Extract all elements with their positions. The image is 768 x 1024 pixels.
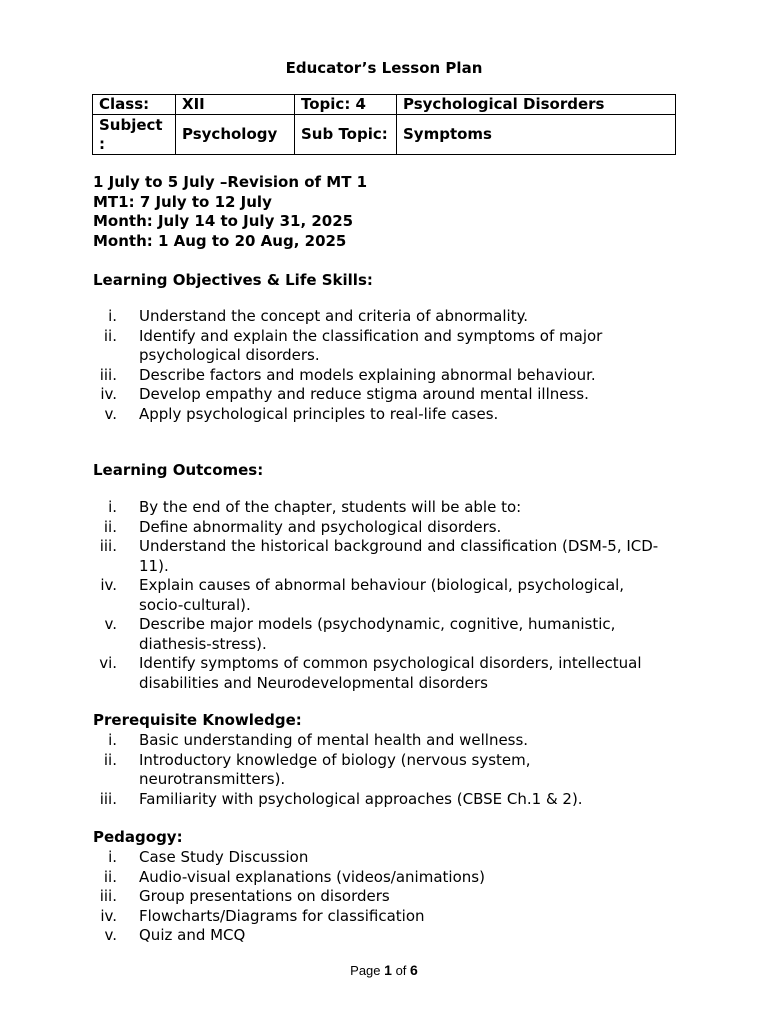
lesson-info-table — [92, 94, 676, 155]
list-item — [93, 327, 673, 366]
list-item — [93, 790, 673, 810]
list-item — [93, 868, 673, 888]
list-number: ii. — [103, 750, 117, 769]
list-number: vi. — [99, 654, 117, 672]
list-item — [93, 848, 673, 868]
list-text: Audio-visual explanations (videos/animations) — [139, 867, 485, 886]
schedule-line: 1 July to 5 July –Revision of MT 1 — [93, 173, 368, 191]
list-text: Familiarity with psychological approaches (CBSE Ch.1 & 2). — [139, 789, 583, 808]
list-text: Identify and explain the classification and symptoms of major psychological disorders. — [139, 326, 603, 364]
list-number: ii. — [103, 326, 117, 345]
pedagogy-heading: Pedagogy: — [93, 828, 183, 846]
document-title: Educator’s Lesson Plan — [285, 59, 483, 77]
list-item — [93, 654, 673, 693]
outcomes-list — [93, 498, 673, 693]
subtopic-value: Symptoms — [397, 115, 676, 155]
list-item — [93, 907, 673, 927]
list-number: iv. — [100, 576, 117, 594]
list-text: Describe major models (psychodynamic, cognitive, humanistic, diathesis-stress). — [139, 615, 616, 653]
list-text: Understand the historical background and classification (DSM-5, ICD-11). — [139, 537, 659, 575]
subject-label: Subject : — [93, 115, 176, 155]
of-word: of — [395, 963, 407, 978]
list-number: i. — [108, 307, 117, 325]
pedagogy-list — [93, 848, 673, 946]
list-text: Describe factors and models explaining abnormal behaviour. — [139, 365, 596, 384]
list-number: i. — [108, 498, 117, 516]
list-text: Apply psychological principles to real-life cases. — [139, 404, 499, 423]
list-text: Quiz and MCQ — [139, 926, 246, 944]
list-number: i. — [108, 848, 117, 866]
list-text: Understand the concept and criteria of abnormality. — [139, 307, 529, 325]
list-number: iv. — [100, 906, 117, 925]
topic-value: Psychological Disorders — [397, 95, 676, 115]
list-text: Introductory knowledge of biology (nervous system, neurotransmitters). — [139, 750, 531, 788]
list-text: Case Study Discussion — [139, 848, 309, 866]
list-number: ii. — [103, 517, 117, 536]
total-pages-number: 6 — [410, 962, 418, 978]
schedule-line: MT1: 7 July to 12 July — [93, 192, 272, 211]
schedule-block — [93, 173, 367, 251]
page-word: Page — [350, 963, 381, 978]
list-number: ii. — [103, 867, 117, 886]
schedule-line: Month: 1 Aug to 20 Aug, 2025 — [93, 231, 347, 250]
list-text: Explain causes of abnormal behaviour (biological, psychological, socio-cultural). — [139, 576, 625, 614]
subtopic-label: Sub Topic: — [295, 115, 397, 155]
list-item — [93, 731, 673, 751]
subject-value: Psychology — [176, 115, 295, 155]
list-number: v. — [104, 926, 117, 944]
schedule-line: Month: July 14 to July 31, 2025 — [93, 212, 354, 230]
list-number: iii. — [99, 789, 117, 808]
outcomes-heading: Learning Outcomes: — [93, 461, 264, 479]
list-item — [93, 405, 673, 425]
list-text: Flowcharts/Diagrams for classification — [139, 906, 425, 925]
objectives-list — [93, 307, 673, 424]
table-row — [93, 95, 676, 115]
list-item — [93, 751, 673, 790]
list-item — [93, 385, 673, 405]
list-item — [93, 926, 673, 946]
list-item — [93, 615, 673, 654]
objectives-heading: Learning Objectives & Life Skills: — [93, 271, 373, 289]
list-text: Identify symptoms of common psychological disorders, intellectual disabilities and Neurodevelopmental disorders — [139, 654, 642, 692]
table-row — [93, 115, 676, 155]
class-label: Class: — [93, 95, 176, 115]
list-item — [93, 887, 673, 907]
list-item — [93, 307, 673, 327]
list-text: Define abnormality and psychological disorders. — [139, 517, 502, 536]
list-number: iv. — [100, 385, 117, 403]
list-number: iii. — [99, 887, 117, 905]
list-item — [93, 498, 673, 518]
list-number: v. — [104, 615, 117, 633]
list-number: v. — [104, 404, 117, 423]
list-number: i. — [108, 731, 117, 749]
class-value: XII — [176, 95, 295, 115]
list-item — [93, 537, 673, 576]
list-item — [93, 518, 673, 538]
topic-label: Topic: 4 — [295, 95, 397, 115]
list-text: Develop empathy and reduce stigma around mental illness. — [139, 385, 589, 403]
page-footer — [0, 962, 768, 978]
list-text: By the end of the chapter, students will be able to: — [139, 498, 522, 516]
prerequisite-heading: Prerequisite Knowledge: — [93, 711, 302, 729]
list-text: Basic understanding of mental health and wellness. — [139, 731, 529, 749]
list-text: Group presentations on disorders — [139, 887, 390, 905]
list-number: iii. — [99, 365, 117, 384]
prerequisite-list — [93, 731, 673, 809]
list-item — [93, 366, 673, 386]
list-number: iii. — [99, 537, 117, 555]
list-item — [93, 576, 673, 615]
current-page-number: 1 — [384, 962, 392, 978]
